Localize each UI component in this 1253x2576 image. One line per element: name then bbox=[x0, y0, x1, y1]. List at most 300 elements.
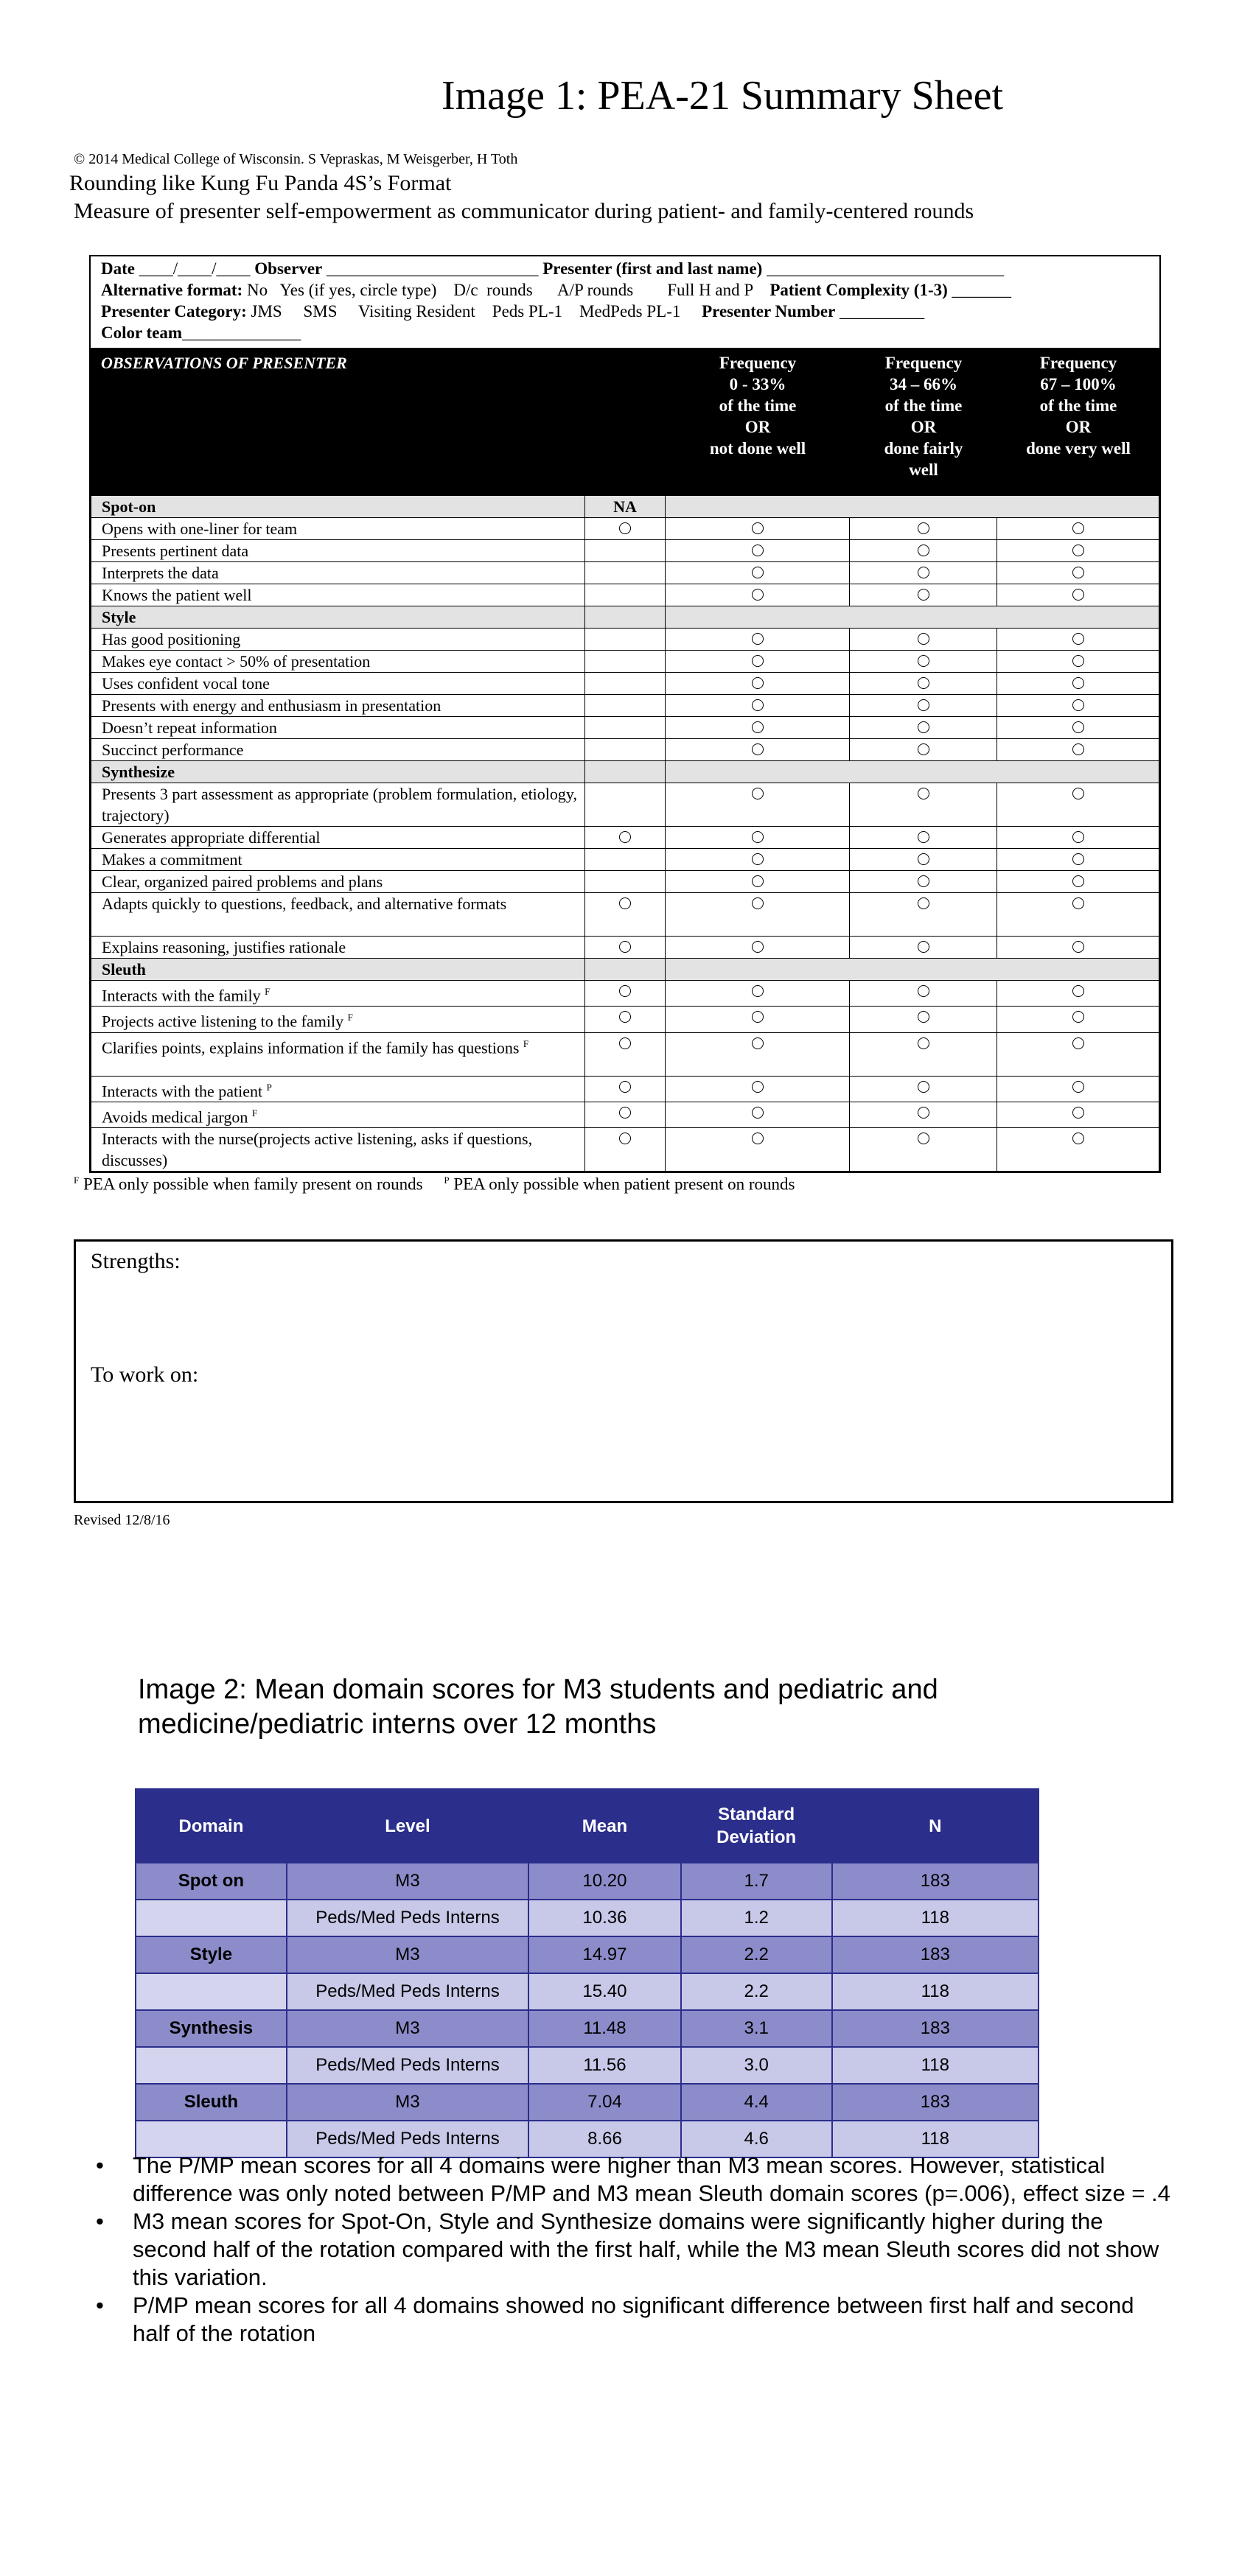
freq-low-cell bbox=[666, 937, 850, 959]
freq-mid-radio-circle[interactable] bbox=[918, 677, 929, 689]
mean-cell: 7.04 bbox=[528, 2084, 681, 2121]
freq-high-radio-circle[interactable] bbox=[1072, 831, 1084, 843]
na-cell bbox=[584, 739, 666, 761]
freq-mid-cell bbox=[850, 871, 997, 893]
color-team-field[interactable]: ______________ bbox=[182, 323, 301, 342]
footnotes: $^F$ PEA only possible when family present on rounds $^P$ PEA only possible when patient present on rounds bbox=[74, 1175, 795, 1194]
category-options[interactable]: JMS SMS Visiting Resident Peds PL-1 MedPeds PL-1 bbox=[251, 302, 681, 321]
freq-mid-line: well bbox=[909, 461, 938, 479]
na-radio-circle[interactable] bbox=[619, 1011, 631, 1023]
freq-high-radio-circle[interactable] bbox=[1072, 1011, 1084, 1023]
freq-mid-cell bbox=[850, 629, 997, 651]
freq-high-cell bbox=[997, 871, 1159, 893]
freq-low-radio-circle[interactable] bbox=[752, 589, 764, 601]
table-header-row bbox=[136, 1789, 1039, 1863]
freq-low-cell bbox=[666, 827, 850, 849]
observation-row bbox=[91, 739, 1159, 761]
observations-title: OBSERVATIONS OF PRESENTER bbox=[101, 354, 347, 372]
observation-row bbox=[91, 673, 1159, 695]
freq-mid-line: 34 – 66% bbox=[890, 375, 957, 393]
column-header-text: Standard Deviation bbox=[716, 1805, 797, 1847]
freq-high-cell bbox=[997, 562, 1159, 584]
freq-high-line: done very well bbox=[1026, 439, 1131, 458]
level-cell: Peds/Med Peds Interns bbox=[287, 2047, 528, 2084]
freq-mid-cell bbox=[850, 717, 997, 739]
na-radio-circle[interactable] bbox=[619, 1107, 631, 1119]
observation-label bbox=[91, 893, 585, 937]
level-cell: Peds/Med Peds Interns bbox=[287, 1973, 528, 2010]
level-cell: Peds/Med Peds Interns bbox=[287, 1900, 528, 1936]
na-cell bbox=[584, 518, 666, 540]
section-header-row bbox=[91, 959, 1159, 981]
freq-low-line: 0 - 33% bbox=[729, 375, 786, 393]
freq-low-cell bbox=[666, 849, 850, 871]
image1-title: Image 1: PEA-21 Summary Sheet bbox=[441, 73, 1004, 119]
footnote-marker: F bbox=[347, 1012, 353, 1023]
freq-mid-cell bbox=[850, 584, 997, 606]
observations-table bbox=[91, 495, 1159, 1172]
freq-mid-radio-circle[interactable] bbox=[918, 545, 929, 556]
observation-label bbox=[91, 849, 585, 871]
freq-high-radio-circle[interactable] bbox=[1072, 633, 1084, 645]
freq-mid-radio-circle[interactable] bbox=[918, 699, 929, 711]
observation-text: Opens with one-liner for team bbox=[102, 519, 298, 538]
section-title: Style bbox=[91, 606, 585, 629]
n-cell: 118 bbox=[832, 2121, 1039, 2157]
n-cell: 183 bbox=[832, 1936, 1039, 1973]
freq-high-cell bbox=[997, 584, 1159, 606]
observation-row bbox=[91, 1076, 1159, 1102]
freq-high-radio-circle[interactable] bbox=[1072, 721, 1084, 733]
sd-cell: 3.1 bbox=[681, 2010, 832, 2047]
freq-low-radio-circle[interactable] bbox=[752, 567, 764, 578]
revised-date: Revised 12/8/16 bbox=[74, 1512, 170, 1528]
freq-high-cell bbox=[997, 981, 1159, 1007]
freq-low-cell bbox=[666, 651, 850, 673]
freq-low-radio-circle[interactable] bbox=[752, 788, 764, 799]
sd-cell: 4.4 bbox=[681, 2084, 832, 2121]
na-cell bbox=[584, 673, 666, 695]
format-subtitle: Rounding like Kung Fu Panda 4S’s Format bbox=[69, 171, 452, 195]
na-cell bbox=[584, 629, 666, 651]
sd-cell: 1.2 bbox=[681, 1900, 832, 1936]
na-cell bbox=[584, 827, 666, 849]
observation-row bbox=[91, 1007, 1159, 1032]
freq-high-radio-circle[interactable] bbox=[1072, 522, 1084, 534]
na-radio-circle[interactable] bbox=[619, 1037, 631, 1049]
observation-row bbox=[91, 871, 1159, 893]
observation-row bbox=[91, 562, 1159, 584]
freq-low-cell bbox=[666, 1128, 850, 1172]
freq-low-header bbox=[666, 352, 850, 459]
freq-mid-cell bbox=[850, 1032, 997, 1076]
freq-mid-cell bbox=[850, 849, 997, 871]
presenter-number-field[interactable]: __________ bbox=[840, 302, 925, 321]
sd-cell: 3.0 bbox=[681, 2047, 832, 2084]
domain-cell: Style bbox=[136, 1936, 287, 1973]
freq-mid-radio-circle[interactable] bbox=[918, 831, 929, 843]
observation-text: Generates appropriate differential bbox=[102, 828, 321, 847]
na-radio-circle[interactable] bbox=[619, 941, 631, 953]
freq-high-radio-circle[interactable] bbox=[1072, 897, 1084, 909]
freq-high-header bbox=[997, 352, 1159, 459]
observation-label bbox=[91, 695, 585, 717]
freq-low-radio-circle[interactable] bbox=[752, 633, 764, 645]
finding-item: • M3 mean scores for Spot-On, Style and Synthesize domains were significantly higher during the second half of the rotation compared with the first half, while the M3 mean Sleuth scores did not show this variation. bbox=[96, 2208, 1172, 2292]
category-label: Presenter Category: bbox=[101, 302, 247, 321]
freq-low-cell bbox=[666, 871, 850, 893]
image2-title: Image 2: Mean domain scores for M3 students and pediatric and medicine/pediatric interns over 12 months bbox=[138, 1674, 938, 1740]
observation-row bbox=[91, 937, 1159, 959]
observation-row bbox=[91, 1032, 1159, 1076]
freq-mid-radio-circle[interactable] bbox=[918, 655, 929, 667]
finding-item: • P/MP mean scores for all 4 domains showed no significant difference between first half and second half of the rotation bbox=[96, 2292, 1172, 2348]
observation-label bbox=[91, 871, 585, 893]
footnote-marker: F bbox=[251, 1107, 258, 1119]
freq-high-line: Frequency bbox=[1039, 354, 1117, 372]
observation-text: Adapts quickly to questions, feedback, and alternative formats bbox=[102, 895, 507, 913]
n-cell: 118 bbox=[832, 1900, 1039, 1936]
na-radio-circle[interactable] bbox=[619, 522, 631, 534]
domain-cell: Spot on bbox=[136, 1863, 287, 1900]
observation-row bbox=[91, 540, 1159, 562]
freq-mid-cell bbox=[850, 739, 997, 761]
section-header-row bbox=[91, 606, 1159, 629]
section-spacer bbox=[666, 959, 1159, 981]
observation-text: Explains reasoning, justifies rationale bbox=[102, 938, 346, 956]
level-cell: M3 bbox=[287, 1936, 528, 1973]
freq-low-cell bbox=[666, 893, 850, 937]
observation-label bbox=[91, 1102, 585, 1127]
findings-list bbox=[96, 2152, 1172, 2348]
column-header: Level bbox=[287, 1789, 528, 1863]
freq-low-radio-circle[interactable] bbox=[752, 831, 764, 843]
level-cell: M3 bbox=[287, 2084, 528, 2121]
freq-low-radio-circle[interactable] bbox=[752, 545, 764, 556]
freq-low-radio-circle[interactable] bbox=[752, 655, 764, 667]
column-header bbox=[681, 1789, 832, 1863]
observation-row bbox=[91, 518, 1159, 540]
observation-row bbox=[91, 1128, 1159, 1172]
freq-high-cell bbox=[997, 717, 1159, 739]
freq-low-radio-circle[interactable] bbox=[752, 699, 764, 711]
freq-mid-cell bbox=[850, 1102, 997, 1127]
na-cell bbox=[584, 871, 666, 893]
freq-low-radio-circle[interactable] bbox=[752, 985, 764, 997]
freq-low-radio-circle[interactable] bbox=[752, 1011, 764, 1023]
header-line-2 bbox=[101, 281, 1011, 300]
freq-low-cell bbox=[666, 629, 850, 651]
freq-mid-radio-circle[interactable] bbox=[918, 633, 929, 645]
observation-label bbox=[91, 981, 585, 1007]
section-header-row bbox=[91, 496, 1159, 518]
freq-mid-cell bbox=[850, 562, 997, 584]
observation-label bbox=[91, 1032, 585, 1076]
freq-low-line: OR bbox=[744, 418, 771, 436]
section-spacer bbox=[666, 606, 1159, 629]
observation-text: Clear, organized paired problems and plans bbox=[102, 872, 383, 891]
observation-row bbox=[91, 849, 1159, 871]
copyright-line: © 2014 Medical College of Wisconsin. S Vepraskas, M Weisgerber, H Toth bbox=[74, 151, 518, 167]
freq-high-cell bbox=[997, 629, 1159, 651]
freq-mid-line: Frequency bbox=[884, 354, 963, 372]
observation-text: Presents with energy and enthusiasm in presentation bbox=[102, 696, 441, 715]
section-title: Synthesize bbox=[91, 761, 585, 783]
freq-low-radio-circle[interactable] bbox=[752, 1037, 764, 1049]
level-cell: M3 bbox=[287, 2010, 528, 2047]
na-radio-circle[interactable] bbox=[619, 1081, 631, 1093]
observation-label bbox=[91, 1076, 585, 1102]
freq-mid-radio-circle[interactable] bbox=[918, 567, 929, 578]
freq-low-cell bbox=[666, 739, 850, 761]
freq-high-cell bbox=[997, 540, 1159, 562]
na-radio-circle[interactable] bbox=[619, 985, 631, 997]
section-header-row bbox=[91, 761, 1159, 783]
freq-high-radio-circle[interactable] bbox=[1072, 677, 1084, 689]
observation-text: Interacts with the patient bbox=[102, 1081, 263, 1100]
freq-low-radio-circle[interactable] bbox=[752, 677, 764, 689]
freq-low-radio-circle[interactable] bbox=[752, 1081, 764, 1093]
mean-cell: 11.48 bbox=[528, 2010, 681, 2047]
footnote-patient: PEA only possible when patient present on rounds bbox=[453, 1175, 795, 1194]
freq-high-radio-circle[interactable] bbox=[1072, 875, 1084, 887]
complexity-label: Patient Complexity (1-3) bbox=[769, 281, 948, 299]
section-title: Sleuth bbox=[91, 959, 585, 981]
freq-low-cell bbox=[666, 673, 850, 695]
observation-row bbox=[91, 695, 1159, 717]
n-cell: 118 bbox=[832, 1973, 1039, 2010]
observation-text: Uses confident vocal tone bbox=[102, 674, 270, 693]
observation-label bbox=[91, 651, 585, 673]
freq-low-radio-circle[interactable] bbox=[752, 743, 764, 755]
observer-label: Observer bbox=[254, 259, 323, 278]
freq-mid-radio-circle[interactable] bbox=[918, 853, 929, 865]
observation-text: Clarifies points, explains information if the family has questions bbox=[102, 1037, 520, 1057]
freq-low-cell bbox=[666, 584, 850, 606]
freq-mid-line: of the time bbox=[884, 396, 963, 415]
na-cell bbox=[584, 783, 666, 827]
table-row bbox=[136, 1863, 1039, 1900]
freq-high-cell bbox=[997, 937, 1159, 959]
work-on-label: To work on: bbox=[91, 1362, 199, 1387]
freq-high-cell bbox=[997, 651, 1159, 673]
table-row bbox=[136, 1900, 1039, 1936]
na-cell bbox=[584, 849, 666, 871]
freq-high-cell bbox=[997, 849, 1159, 871]
freq-high-line: 67 – 100% bbox=[1040, 375, 1117, 393]
na-radio-circle[interactable] bbox=[619, 831, 631, 843]
n-cell: 183 bbox=[832, 2084, 1039, 2121]
freq-low-radio-circle[interactable] bbox=[752, 1107, 764, 1119]
observation-label bbox=[91, 717, 585, 739]
freq-mid-radio-circle[interactable] bbox=[918, 941, 929, 953]
freq-mid-cell bbox=[850, 827, 997, 849]
freq-low-radio-circle[interactable] bbox=[752, 1133, 764, 1144]
footnote-marker: F bbox=[523, 1037, 529, 1049]
observation-text: Knows the patient well bbox=[102, 586, 252, 604]
na-cell bbox=[584, 1032, 666, 1076]
observation-row bbox=[91, 651, 1159, 673]
freq-high-radio-circle[interactable] bbox=[1072, 1133, 1084, 1144]
freq-high-cell bbox=[997, 827, 1159, 849]
freq-mid-radio-circle[interactable] bbox=[918, 522, 929, 534]
na-cell bbox=[584, 1007, 666, 1032]
freq-mid-cell bbox=[850, 783, 997, 827]
freq-high-radio-circle[interactable] bbox=[1072, 788, 1084, 799]
observation-label bbox=[91, 1007, 585, 1032]
na-cell bbox=[584, 937, 666, 959]
observer-field[interactable]: _________________________ bbox=[326, 259, 539, 278]
observation-label bbox=[91, 584, 585, 606]
domain-cell bbox=[136, 1900, 287, 1936]
freq-mid-radio-circle[interactable] bbox=[918, 721, 929, 733]
freq-high-radio-circle[interactable] bbox=[1072, 589, 1084, 601]
freq-high-radio-circle[interactable] bbox=[1072, 1081, 1084, 1093]
freq-mid-radio-circle[interactable] bbox=[918, 1011, 929, 1023]
freq-mid-radio-circle[interactable] bbox=[918, 589, 929, 601]
freq-high-cell bbox=[997, 893, 1159, 937]
domain-cell bbox=[136, 1973, 287, 2010]
finding-item: • The P/MP mean scores for all 4 domains were higher than M3 mean scores. However, statistical difference was only noted between P/MP and M3 mean Sleuth domain scores (p=.006), effect size = .4 bbox=[96, 2152, 1172, 2208]
freq-mid-radio-circle[interactable] bbox=[918, 1107, 929, 1119]
table-row bbox=[136, 2047, 1039, 2084]
column-header: Mean bbox=[528, 1789, 681, 1863]
na-cell bbox=[584, 981, 666, 1007]
freq-low-cell bbox=[666, 1076, 850, 1102]
observation-label bbox=[91, 783, 585, 827]
freq-high-radio-circle[interactable] bbox=[1072, 743, 1084, 755]
observation-label bbox=[91, 937, 585, 959]
freq-high-line: of the time bbox=[1039, 396, 1117, 415]
freq-mid-radio-circle[interactable] bbox=[918, 897, 929, 909]
freq-high-radio-circle[interactable] bbox=[1072, 941, 1084, 953]
freq-mid-cell bbox=[850, 981, 997, 1007]
na-header bbox=[584, 761, 666, 783]
freq-high-radio-circle[interactable] bbox=[1072, 1107, 1084, 1119]
n-cell: 183 bbox=[832, 1863, 1039, 1900]
na-header: NA bbox=[584, 496, 666, 518]
alt-format-options[interactable]: No Yes (if yes, circle type) D/c rounds A/P rounds Full H and P bbox=[246, 281, 753, 299]
na-cell bbox=[584, 562, 666, 584]
observation-label bbox=[91, 562, 585, 584]
freq-mid-cell bbox=[850, 893, 997, 937]
header-line-1 bbox=[101, 259, 1004, 279]
freq-high-cell bbox=[997, 1032, 1159, 1076]
observation-label bbox=[91, 540, 585, 562]
observation-label bbox=[91, 827, 585, 849]
color-team-label: Color team bbox=[101, 323, 183, 342]
alt-format-label: Alternative format: bbox=[101, 281, 243, 299]
freq-low-radio-circle[interactable] bbox=[752, 897, 764, 909]
na-cell bbox=[584, 1128, 666, 1172]
observation-row bbox=[91, 717, 1159, 739]
freq-low-radio-circle[interactable] bbox=[752, 941, 764, 953]
freq-high-cell bbox=[997, 739, 1159, 761]
freq-high-radio-circle[interactable] bbox=[1072, 567, 1084, 578]
domain-cell bbox=[136, 2047, 287, 2084]
na-cell bbox=[584, 584, 666, 606]
na-cell bbox=[584, 893, 666, 937]
observation-row bbox=[91, 584, 1159, 606]
freq-low-cell bbox=[666, 1007, 850, 1032]
section-title: Spot-on bbox=[91, 496, 585, 518]
freq-high-radio-circle[interactable] bbox=[1072, 655, 1084, 667]
freq-high-cell bbox=[997, 1076, 1159, 1102]
measure-description: Measure of presenter self-empowerment as communicator during patient- and family-centered rounds bbox=[74, 199, 974, 223]
freq-high-radio-circle[interactable] bbox=[1072, 545, 1084, 556]
freq-high-radio-circle[interactable] bbox=[1072, 1037, 1084, 1049]
na-radio-circle[interactable] bbox=[619, 1133, 631, 1144]
freq-mid-radio-circle[interactable] bbox=[918, 985, 929, 997]
comments-box[interactable] bbox=[74, 1239, 1173, 1503]
freq-mid-radio-circle[interactable] bbox=[918, 788, 929, 799]
level-cell: M3 bbox=[287, 1863, 528, 1900]
table-row bbox=[136, 1973, 1039, 2010]
freq-low-radio-circle[interactable] bbox=[752, 522, 764, 534]
freq-low-cell bbox=[666, 540, 850, 562]
presenter-number-label: Presenter Number bbox=[702, 302, 836, 321]
observation-text: Has good positioning bbox=[102, 630, 241, 648]
mean-cell: 8.66 bbox=[528, 2121, 681, 2157]
level-cell: Peds/Med Peds Interns bbox=[287, 2121, 528, 2157]
na-radio-circle[interactable] bbox=[619, 897, 631, 909]
date-field[interactable]: ____/____/____ bbox=[139, 259, 251, 278]
na-header bbox=[584, 606, 666, 629]
freq-mid-radio-circle[interactable] bbox=[918, 875, 929, 887]
observation-row bbox=[91, 1102, 1159, 1127]
na-cell bbox=[584, 1102, 666, 1127]
freq-mid-radio-circle[interactable] bbox=[918, 1133, 929, 1144]
freq-low-radio-circle[interactable] bbox=[752, 853, 764, 865]
observation-row bbox=[91, 783, 1159, 827]
freq-high-radio-circle[interactable] bbox=[1072, 699, 1084, 711]
freq-high-cell bbox=[997, 695, 1159, 717]
freq-high-radio-circle[interactable] bbox=[1072, 985, 1084, 997]
sd-cell: 1.7 bbox=[681, 1863, 832, 1900]
observation-label bbox=[91, 518, 585, 540]
freq-mid-cell bbox=[850, 1076, 997, 1102]
freq-mid-radio-circle[interactable] bbox=[918, 743, 929, 755]
freq-mid-cell bbox=[850, 673, 997, 695]
freq-mid-cell bbox=[850, 1128, 997, 1172]
freq-low-radio-circle[interactable] bbox=[752, 875, 764, 887]
freq-low-radio-circle[interactable] bbox=[752, 721, 764, 733]
freq-mid-line: OR bbox=[910, 418, 937, 436]
freq-mid-radio-circle[interactable] bbox=[918, 1037, 929, 1049]
mean-cell: 14.97 bbox=[528, 1936, 681, 1973]
freq-mid-cell bbox=[850, 518, 997, 540]
observation-text: Makes eye contact > 50% of presentation bbox=[102, 652, 371, 671]
na-cell bbox=[584, 717, 666, 739]
freq-low-line: of the time bbox=[719, 396, 797, 415]
observation-label bbox=[91, 1128, 585, 1172]
freq-low-cell bbox=[666, 783, 850, 827]
section-spacer bbox=[666, 761, 1159, 783]
column-header: Domain bbox=[136, 1789, 287, 1863]
freq-high-radio-circle[interactable] bbox=[1072, 853, 1084, 865]
mean-cell: 11.56 bbox=[528, 2047, 681, 2084]
freq-mid-radio-circle[interactable] bbox=[918, 1081, 929, 1093]
header-line-3 bbox=[101, 302, 924, 321]
mean-cell: 15.40 bbox=[528, 1973, 681, 2010]
observation-text: Interacts with the family bbox=[102, 986, 261, 1005]
presenter-field[interactable]: ____________________________ bbox=[767, 259, 1005, 278]
complexity-field[interactable]: _______ bbox=[952, 281, 1012, 299]
footnote-family: PEA only possible when family present on rounds bbox=[83, 1175, 423, 1194]
date-label: Date bbox=[101, 259, 135, 278]
footnote-marker: P bbox=[266, 1081, 272, 1093]
na-cell bbox=[584, 1076, 666, 1102]
